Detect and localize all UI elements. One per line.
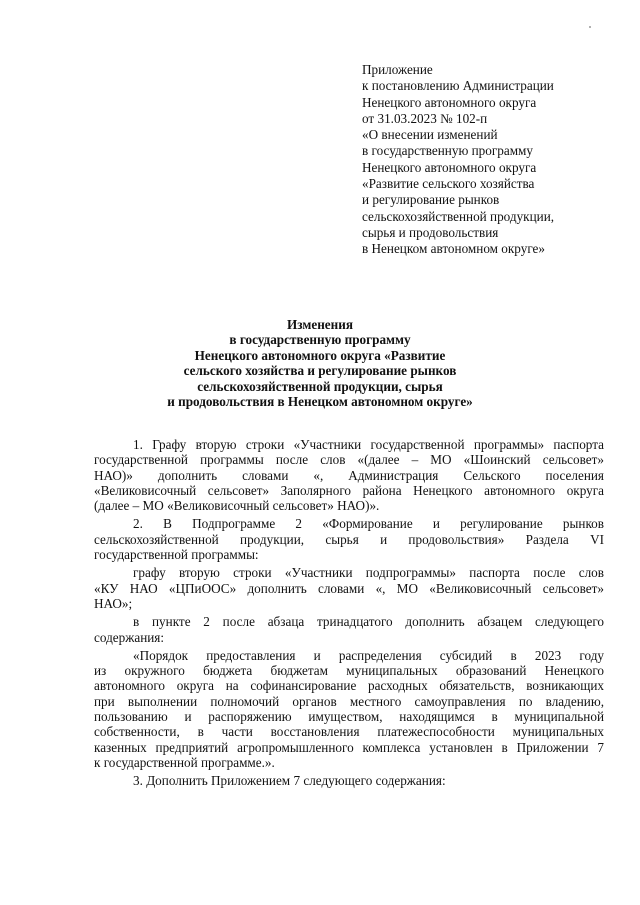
- appendix-line: в государственную программу: [362, 143, 533, 159]
- text-line: графу вторую строки «Участники подпрограммы» паспорта после слов: [133, 565, 604, 581]
- appendix-line: от 31.03.2023 № 102-п: [362, 110, 488, 126]
- text-line: «КУ НАО «ЦПиООС» дополнить словами «, МО «Великовисочный сельсовет»: [94, 580, 604, 596]
- text-line: НАО»;: [94, 595, 133, 611]
- text-line: «Порядок предоставления и распределения субсидий в 2023 году: [133, 647, 604, 663]
- text-line: собственности, в части восстановления платежеспособности муниципальных: [94, 724, 604, 740]
- text-line: содержания:: [94, 629, 165, 645]
- text-line: автономного округа на софинансирование расходных обязательств, возникающих: [94, 678, 604, 694]
- appendix-line: «О внесении изменений: [362, 127, 498, 143]
- text-line: государственной программы:: [94, 547, 259, 563]
- appendix-line: сельскохозяйственной продукции,: [362, 208, 555, 224]
- document-title: [120, 317, 520, 409]
- text-line: к государственной программе.».: [94, 754, 275, 770]
- title-line: сельскохозяйственной продукции, сырья: [197, 378, 443, 394]
- text-line: 1. Графу вторую строки «Участники государственной программы» паспорта: [133, 437, 604, 452]
- text-line: «Великовисочный сельсовет» Заполярного района Ненецкого автономного округа: [94, 482, 604, 498]
- text-line: 3. Дополнить Приложением 7 следующего содержания:: [133, 773, 446, 789]
- text-line: НАО)» дополнить словами «, Администрация Сельского поселения: [94, 467, 604, 483]
- text-line: сельскохозяйственной продукции, сырья и продовольствия» Раздела VI: [94, 531, 604, 547]
- appendix-line: сырья и продовольствия: [362, 224, 499, 240]
- text-line: при выполнении полномочий органов местного самоуправления по владению,: [94, 693, 604, 709]
- title-line: Ненецкого автономного округа «Развитие: [194, 347, 446, 363]
- text-line: в пункте 2 после абзаца тринадцатого дополнить абзацем следующего: [133, 614, 604, 630]
- text-line: пользованию и распоряжению имуществом, находящимся в муниципальной: [94, 709, 604, 725]
- appendix-line: Ненецкого автономного округа: [362, 159, 537, 175]
- document-body: [94, 437, 604, 789]
- text-line: государственной программы после слов «(далее – МО «Шоинский сельсовет»: [94, 452, 604, 468]
- title-line: сельского хозяйства и регулирование рынков: [183, 363, 457, 379]
- text-line: казенных предприятий агропромышленного комплекса установлен в Приложении 7: [94, 739, 604, 755]
- paragraph-4: [94, 614, 604, 645]
- appendix-line: и регулирование рынков: [362, 192, 500, 208]
- appendix-header: [362, 62, 612, 258]
- appendix-line: к постановлению Администрации: [362, 78, 554, 94]
- paragraph-3: [94, 565, 604, 611]
- appendix-line: «Развитие сельского хозяйства: [362, 176, 535, 192]
- paragraph-2: [94, 516, 604, 562]
- title-line: и продовольствия в Ненецком автономном округе»: [167, 394, 473, 410]
- appendix-line: Ненецкого автономного округа: [362, 94, 537, 110]
- title-line: Изменения: [287, 317, 353, 332]
- appendix-line: в Ненецком автономном округе»: [362, 241, 546, 257]
- paragraph-6: [94, 773, 604, 788]
- text-line: 2. В Подпрограмме 2 «Формирование и регулирование рынков: [133, 516, 604, 532]
- appendix-line: Приложение: [362, 62, 433, 77]
- title-line: в государственную программу: [229, 332, 411, 348]
- scan-speck: [589, 26, 591, 28]
- text-line: (далее – МО «Великовисочный сельсовет» НАО)».: [94, 498, 380, 514]
- text-line: из окружного бюджета бюджетам муниципальных образований Ненецкого: [94, 663, 604, 679]
- paragraph-1: [94, 437, 604, 513]
- paragraph-5: [94, 648, 604, 770]
